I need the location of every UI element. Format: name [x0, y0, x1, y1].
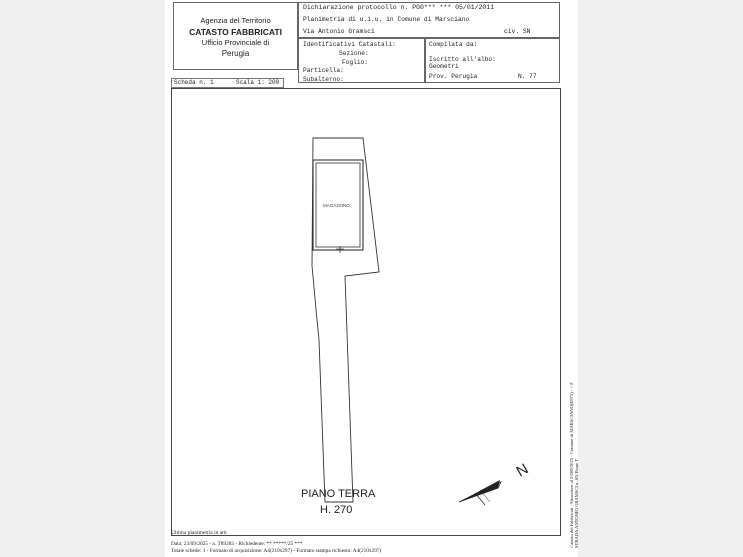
ufficio-provinciale: Ufficio Provinciale di [201, 38, 270, 47]
dichiarazione-protocollo: Dichiarazione protocollo n. PG0*** *** 05/01/2011 [303, 4, 495, 11]
ultima-planimetria-note: Ultima planimetria in atti [171, 530, 227, 536]
north-label: N [513, 460, 532, 481]
foglio-label: Foglio: [342, 59, 368, 66]
footer-format-line: Totale schede: 1 - Formato di acquisizione: A4(210x297) - Formato stampa richiesto: A4(210x297) [171, 548, 382, 554]
plot-outline [312, 138, 379, 502]
iscritto-albo: Iscritto all'albo: [429, 56, 496, 63]
sezione-label: Sezione: [339, 50, 369, 57]
side-stamp-line1: Catasto dei Fabbricati - Situazione al 23/09/2025 - Comune di MARSCIANO(E975) - < F [569, 382, 574, 548]
north-arrow-icon [459, 480, 501, 505]
floor-height: H. 270 [320, 504, 353, 516]
province-name: Perugia [221, 49, 250, 58]
scheda-number: Scheda n. 1 [174, 79, 214, 86]
address-street: Via Antonio Gramsci [303, 28, 375, 35]
planimetria-comune: Planimetria di u.i.u. in Comune di Marsciano [303, 16, 470, 23]
compilata-title: Compilata da: [429, 41, 478, 48]
albo-number: N. 77 [518, 73, 537, 80]
province-perugia: Prov. Perugia [429, 73, 478, 80]
agency-name: Agenzia del Territorio [200, 16, 271, 25]
subalterno-label: Subalterno: [303, 76, 344, 83]
catasto-fabbricati-title: CATASTO FABBRICATI [189, 27, 282, 37]
floor-title: PIANO TERRA [301, 488, 376, 500]
albo-role: Geometri [429, 63, 459, 70]
scale-label: Scala 1: 200 [236, 79, 280, 86]
room-label: MAGAZZINO [323, 203, 350, 208]
particella-label: Particella: [303, 67, 344, 74]
address-civic: civ. SN [504, 28, 531, 35]
floor-plan [165, 0, 578, 557]
cadastral-sheet [165, 0, 578, 557]
footer-date-line: Data: 23/09/2025 - n. T89283 - Richiedente: ** *****/25 *** [171, 541, 303, 547]
side-stamp-line2: STRADA ANTONIO GRAMSCI n. SN Piano T [574, 458, 579, 548]
identificativi-title: Identificativi Catastali: [303, 41, 396, 48]
